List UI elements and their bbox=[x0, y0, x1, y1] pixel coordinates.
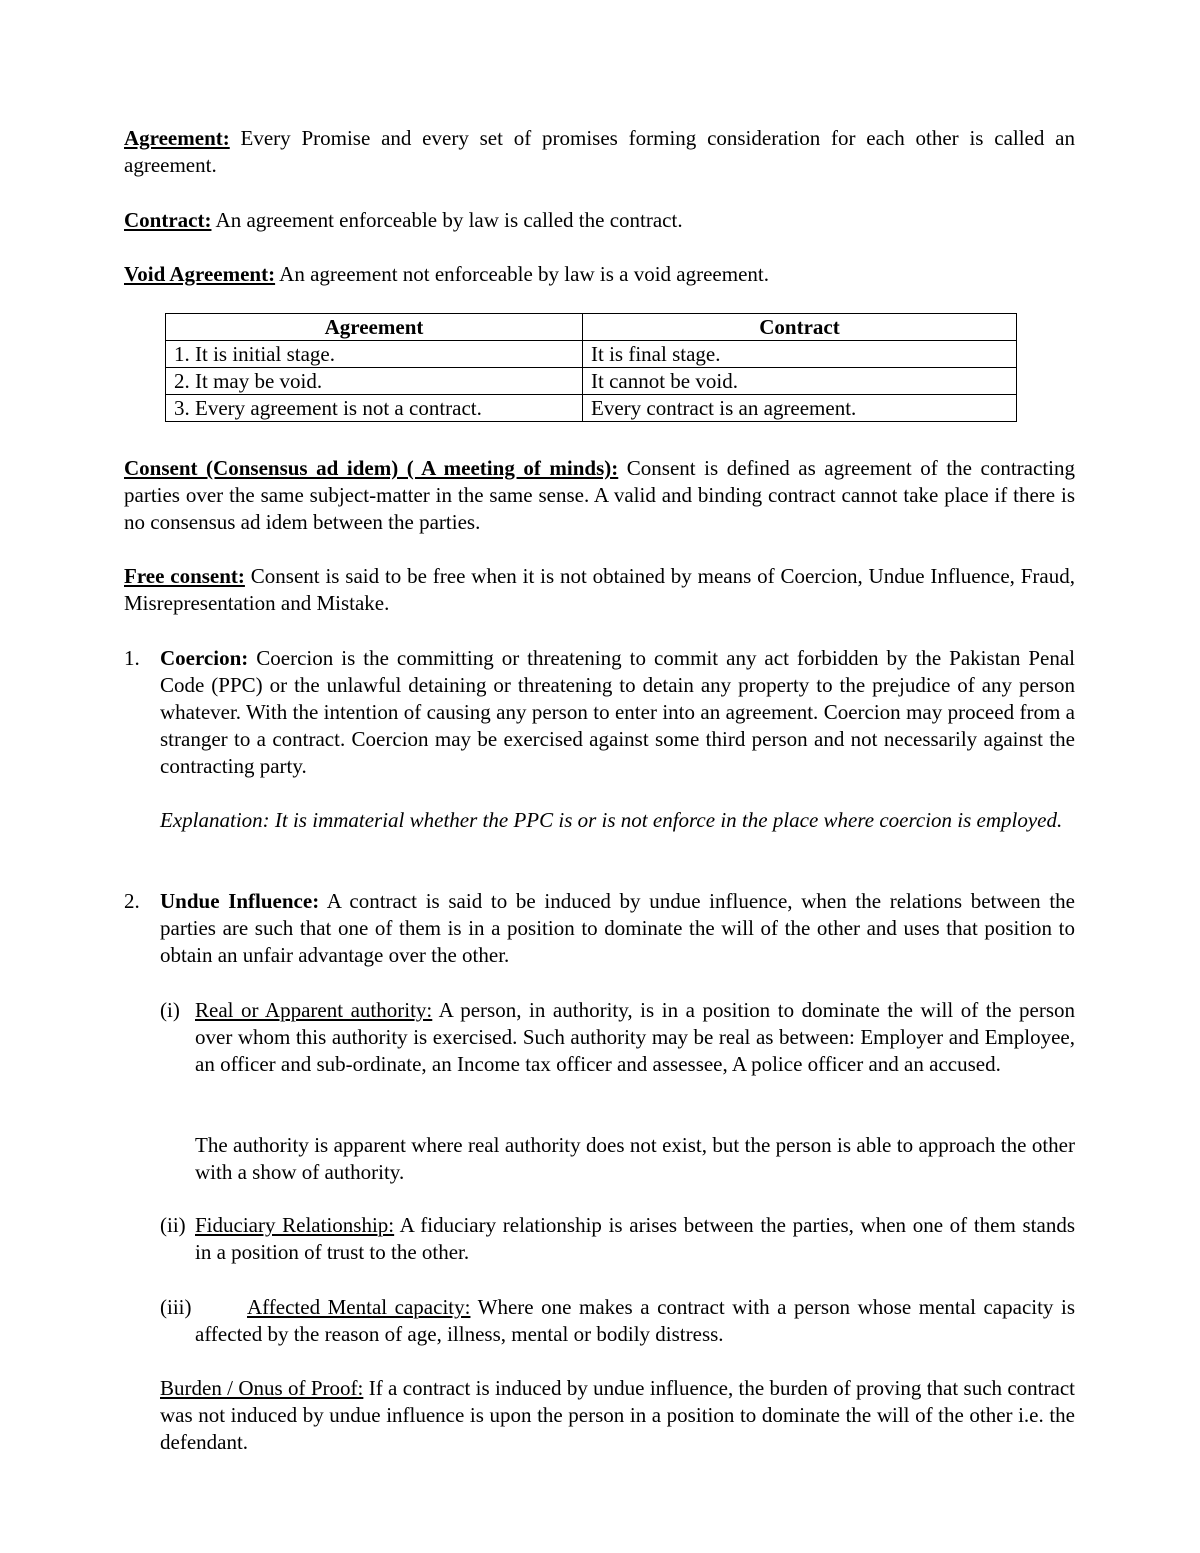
free-consent-term: Free consent: bbox=[124, 564, 245, 588]
table-cell: 1. It is initial stage. bbox=[166, 341, 583, 368]
real-apparent-authority-paragraph bbox=[195, 997, 1075, 1078]
coercion-explanation: Explanation: It is immaterial whether the PPC is or is not enforce in the place where coercion is employed. bbox=[160, 808, 1063, 832]
list-number: 1. bbox=[124, 646, 140, 670]
agreement-text: Every Promise and every set of promises forming consideration for each other is called an agreement. bbox=[124, 126, 1075, 177]
contract-term: Contract: bbox=[124, 208, 212, 232]
list-number: 2. bbox=[124, 889, 140, 913]
undue-influence-term: Undue Influence: bbox=[160, 889, 320, 913]
apparent-authority-paragraph: The authority is apparent where real authority does not exist, but the person is able to approach the other with a show of authority. bbox=[195, 1133, 1075, 1184]
real-apparent-authority-term: Real or Apparent authority: bbox=[195, 998, 433, 1022]
void-agreement-text: An agreement not enforceable by law is a void agreement. bbox=[275, 262, 769, 286]
burden-of-proof-paragraph bbox=[160, 1375, 1075, 1456]
table-header-row bbox=[166, 314, 1017, 341]
coercion-term: Coercion: bbox=[160, 646, 249, 670]
sublist-number: (i) bbox=[160, 998, 180, 1022]
burden-of-proof-text: If a contract is induced by undue influence, the burden of proving that such contract was not induced by undue influence is upon the person in a position to dominate the will of the other i.e. the defendant. bbox=[160, 1376, 1075, 1454]
mental-capacity-text: Where one makes a contract with a person whose mental capacity is affected by the reason of age, illness, mental or bodily distress. bbox=[195, 1295, 1075, 1346]
consent-text: Consent is defined as agreement of the contracting parties over the same subject-matter in the same sense. A valid and binding contract cannot take place if there is no consensus ad idem between the parties. bbox=[124, 456, 1075, 534]
table-cell: 3. Every agreement is not a contract. bbox=[166, 395, 583, 422]
undue-influence-text: A contract is said to be induced by undue influence, when the relations between the parties are such that one of them is in a position to dominate the will of the other and uses that position to obtain an unfair advantage over the other. bbox=[160, 889, 1075, 967]
table-cell: It cannot be void. bbox=[583, 368, 1017, 395]
contract-text: An agreement enforceable by law is called the contract. bbox=[211, 208, 683, 232]
comparison-table bbox=[165, 313, 1017, 422]
table-row bbox=[166, 341, 1017, 368]
table-cell: 2. It may be void. bbox=[166, 368, 583, 395]
fiduciary-relationship-term: Fiduciary Relationship: bbox=[195, 1213, 395, 1237]
table-header-agreement: Agreement bbox=[166, 314, 583, 341]
agreement-definition bbox=[124, 125, 1075, 179]
sublist-number: (iii) bbox=[160, 1295, 192, 1319]
coercion-text: Coercion is the committing or threatening to commit any act forbidden by the Pakistan Penal Code (PPC) or the unlawful detaining or threatening to detain any property to the prejudice of any person whatever. With the intention of causing any person to enter into an agreement. Coercion may proceed from a stranger to a contract. Coercion may be exercised against some third person and not necessarily against the contracting party. bbox=[160, 646, 1075, 778]
real-apparent-authority-text: A person, in authority, is in a position to dominate the will of the person over whom this authority is exercised. Such authority may be real as between: Employer and Employee, an officer and sub-ordinate, an Income tax officer and assessee, A police officer and an accused. bbox=[195, 998, 1076, 1076]
free-consent-paragraph bbox=[124, 563, 1075, 617]
mental-capacity-paragraph bbox=[195, 1294, 1075, 1348]
void-agreement-term: Void Agreement: bbox=[124, 262, 276, 286]
undue-influence-paragraph bbox=[160, 888, 1075, 969]
burden-of-proof-term: Burden / Onus of Proof: bbox=[160, 1376, 364, 1400]
free-consent-text: Consent is said to be free when it is not obtained by means of Coercion, Undue Influence, Fraud, Misrepresentation and Mistake. bbox=[124, 564, 1075, 615]
consent-paragraph bbox=[124, 455, 1075, 536]
coercion-paragraph bbox=[160, 645, 1075, 780]
table-row bbox=[166, 368, 1017, 395]
table-row bbox=[166, 395, 1017, 422]
mental-capacity-term: Affected Mental capacity: bbox=[247, 1295, 471, 1319]
agreement-term: Agreement: bbox=[124, 126, 230, 150]
table-header-contract: Contract bbox=[583, 314, 1017, 341]
fiduciary-relationship-text: A fiduciary relationship is arises between the parties, when one of them stands in a position of trust to the other. bbox=[195, 1213, 1075, 1264]
consent-term: Consent (Consensus ad idem) ( A meeting of minds): bbox=[124, 456, 619, 480]
table-cell: It is final stage. bbox=[583, 341, 1017, 368]
table-cell: Every contract is an agreement. bbox=[583, 395, 1017, 422]
void-agreement-definition bbox=[124, 261, 1075, 288]
fiduciary-relationship-paragraph bbox=[195, 1212, 1075, 1266]
contract-definition bbox=[124, 207, 1075, 234]
sublist-number: (ii) bbox=[160, 1213, 186, 1237]
